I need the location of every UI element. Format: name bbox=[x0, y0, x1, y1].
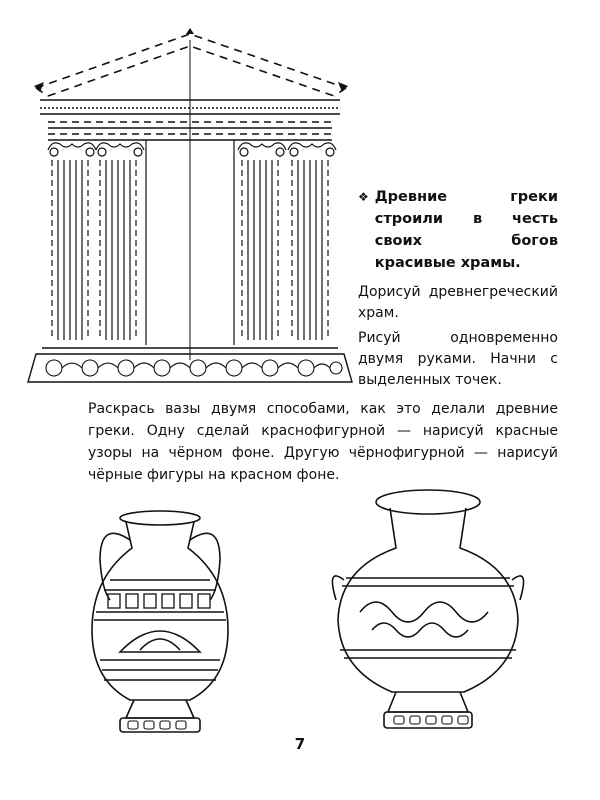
temple-task-block bbox=[358, 186, 558, 391]
temple-instruction-2: Рисуй одновременно двумя руками. Начни с выделенных точек. bbox=[358, 330, 558, 388]
column-right-outer bbox=[288, 143, 336, 340]
temple-instruction-1: Дорисуй древнегреческий храм. bbox=[358, 284, 558, 321]
temple-roof-dashed bbox=[36, 34, 346, 96]
vase-right bbox=[332, 490, 523, 728]
temple-columns bbox=[48, 140, 336, 345]
vase-amphora-left bbox=[92, 511, 228, 732]
column-left-inner bbox=[96, 143, 144, 340]
page-number: 7 bbox=[294, 735, 306, 753]
column-right-inner bbox=[238, 143, 286, 340]
temple-heading-text: Древние греки строили в честь своих богов красивые храмы. bbox=[374, 189, 558, 271]
column-left-outer bbox=[48, 143, 96, 340]
vase-coloring-instructions: Раскрась вазы двумя способами, как это делали древние греки. Одну сделай краснофигурной — нарисуй красные узоры на чёрном фоне. Другую чёрнофигурной — нарисуй чёрные фигуры на красном фоне. bbox=[88, 401, 558, 483]
diamond-bullet-icon: ❖ bbox=[358, 190, 369, 204]
temple-roof-arrows bbox=[34, 28, 348, 92]
temple-heading bbox=[358, 186, 558, 274]
